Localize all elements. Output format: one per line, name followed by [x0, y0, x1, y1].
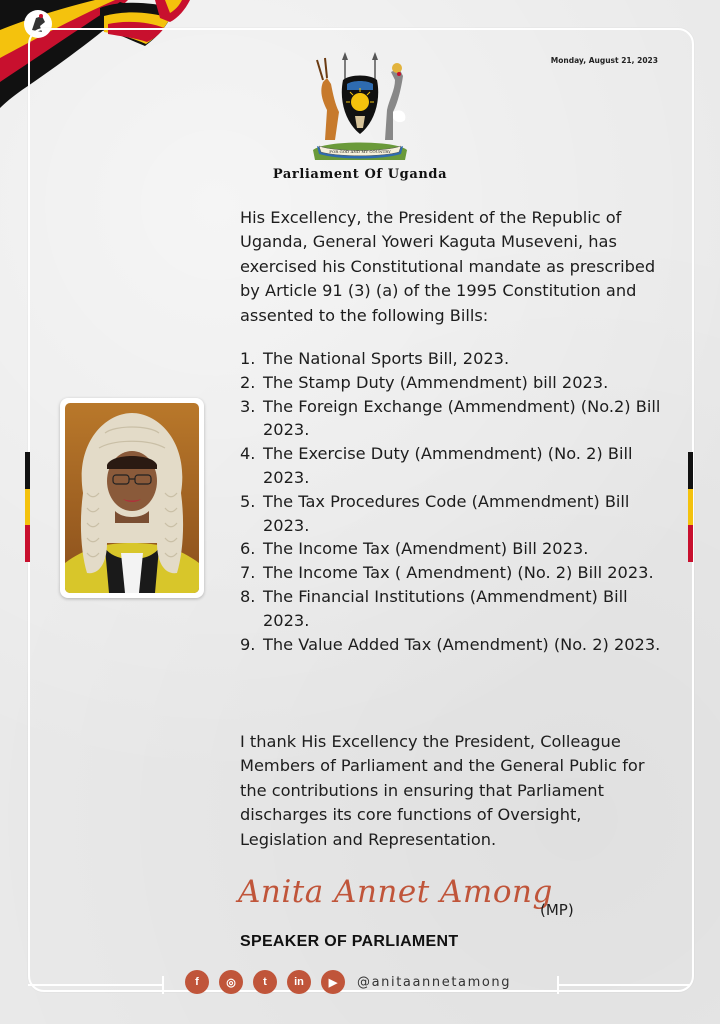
bill-number: 9.	[240, 634, 256, 654]
list-item	[240, 561, 670, 585]
youtube-icon[interactable]: ▶	[321, 970, 345, 994]
coat-motto: FOR GOD AND MY COUNTRY	[329, 149, 391, 154]
closing-paragraph: I thank His Excellency the President, Colleague Members of Parliament and the General Public for the contributions in ensuring that Parliament discharges its core functions of Oversight, Legislation and Representation.	[240, 732, 645, 849]
flag-stripe-left	[25, 452, 30, 562]
bill-title: The Value Added Tax (Amendment) (No. 2) 2023.	[263, 634, 661, 654]
bill-number: 7.	[240, 563, 256, 583]
intro-paragraph: His Excellency, the President of the Republic of Uganda, General Yoweri Kaguta Museveni, has exercised his Constitutional mandate as prescribed by Article 91 (3) (a) of the 1995 Constitution and assented to the following Bills:	[240, 208, 656, 325]
speaker-portrait	[60, 398, 204, 598]
list-item	[240, 537, 670, 561]
publication-date: Monday, August 21, 2023	[550, 56, 658, 65]
list-item	[240, 585, 670, 633]
facebook-icon[interactable]: f	[185, 970, 209, 994]
list-item	[240, 347, 670, 371]
bill-title: The Income Tax ( Amendment) (No. 2) Bill 2023.	[263, 563, 654, 583]
bill-title: The Foreign Exchange (Ammendment) (No.2) Bill 2023.	[263, 396, 661, 440]
institution-title: Parliament Of Uganda	[272, 167, 448, 182]
speaker-title: SPEAKER OF PARLIAMENT	[240, 933, 459, 950]
footer-divider-right	[557, 984, 690, 986]
bill-number: 4.	[240, 444, 256, 464]
bill-title: The Financial Institutions (Ammendment) Bill 2023.	[263, 586, 628, 630]
bill-number: 6.	[240, 539, 256, 559]
bill-title: The Income Tax (Amendment) Bill 2023.	[263, 539, 589, 559]
social-handle[interactable]: @anitaannetamong	[357, 974, 512, 990]
flag-stripe-right	[688, 452, 693, 562]
bill-title: The National Sports Bill, 2023.	[263, 349, 510, 368]
list-item	[240, 633, 670, 657]
list-item	[240, 371, 670, 395]
footer-divider-left	[28, 984, 164, 986]
list-item	[240, 442, 670, 490]
bill-number: 1.	[240, 349, 256, 368]
twitter-icon[interactable]: t	[253, 970, 277, 994]
uganda-coat-of-arms	[305, 50, 415, 168]
bill-number: 3.	[240, 396, 256, 416]
bill-title: The Exercise Duty (Ammendment) (No. 2) Bill 2023.	[263, 444, 633, 487]
mp-suffix: (MP)	[540, 901, 574, 919]
list-item	[240, 395, 670, 443]
list-item	[240, 490, 670, 538]
bill-number: 2.	[240, 372, 256, 392]
bill-number: 5.	[240, 491, 256, 511]
linkedin-icon[interactable]: in	[287, 970, 311, 994]
social-links	[185, 970, 511, 994]
bill-title: The Stamp Duty (Ammendment) bill 2023.	[263, 372, 609, 392]
bill-number: 8.	[240, 586, 256, 606]
bill-title: The Tax Procedures Code (Ammendment) Bill 2023.	[263, 491, 630, 535]
instagram-icon[interactable]: ◎	[219, 970, 243, 994]
bills-list	[240, 347, 670, 656]
speaker-signature: Anita Annet Among	[238, 874, 553, 910]
